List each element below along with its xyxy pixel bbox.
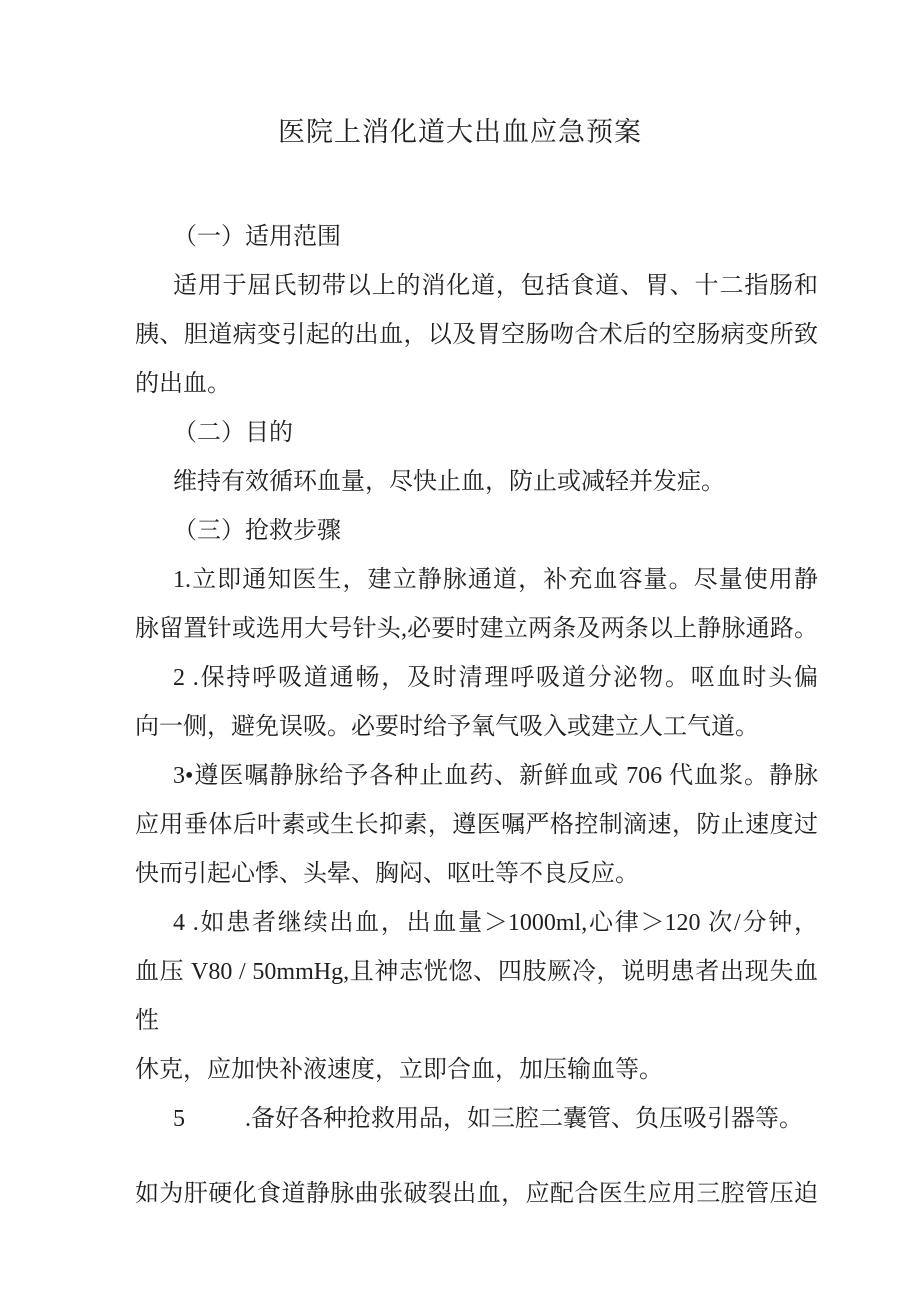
document-line: 向一侧，避免误吸。必要时给予氧气吸入或建立人工气道。 <box>135 714 759 740</box>
document-line: （一）适用范围 <box>173 224 341 250</box>
document-line: 4 .如患者继续出血，出血量＞1000ml,心律＞120 次/分钟， <box>173 910 818 936</box>
document-title: 医院上消化道大出血应急预案 <box>278 117 642 147</box>
document-line: 5 .备好各种抢救用品，如三腔二囊管、负压吸引器等。 <box>173 1106 803 1132</box>
document-body <box>0 213 920 1219</box>
document-line: 3•遵医嘱静脉给予各种止血药、新鲜血或 706 代血浆。静脉 <box>173 763 818 789</box>
document-line: 如为肝硬化食道静脉曲张破裂出血，应配合医生应用三腔管压迫 <box>135 1181 818 1207</box>
document-line: 应用垂体后叶素或生长抑素，遵医嘱严格控制滴速，防止速度过 <box>135 812 818 838</box>
document-line: 快而引起心悸、头晕、胸闷、呕吐等不良反应。 <box>135 861 639 887</box>
document-line: 2 .保持呼吸道通畅，及时清理呼吸道分泌物。呕血时头偏 <box>173 665 818 691</box>
document-line: 休克，应加快补液速度，立即合血，加压输血等。 <box>135 1057 663 1083</box>
document-line: （三）抢救步骤 <box>173 518 341 544</box>
document-line: （二）目的 <box>173 420 293 446</box>
document-line: 适用于屈氏韧带以上的消化道，包括食道、胃、十二指肠和 <box>173 273 818 299</box>
document-line: 维持有效循环血量，尽快止血，防止或减轻并发症。 <box>173 469 725 495</box>
document-line: 血压 V80 / 50mmHg,且神志恍惚、四肢厥冷，说明患者出现失血性 <box>135 959 818 1034</box>
document-line: 的出血。 <box>135 371 231 397</box>
document-line: 1.立即通知医生，建立静脉通道，补充血容量。尽量使用静 <box>173 567 818 593</box>
document-line: 胰、胆道病变引起的出血，以及胃空肠吻合术后的空肠病变所致 <box>135 322 818 348</box>
document-line: 脉留置针或选用大号针头,必要时建立两条及两条以上静脉通路。 <box>135 616 818 642</box>
